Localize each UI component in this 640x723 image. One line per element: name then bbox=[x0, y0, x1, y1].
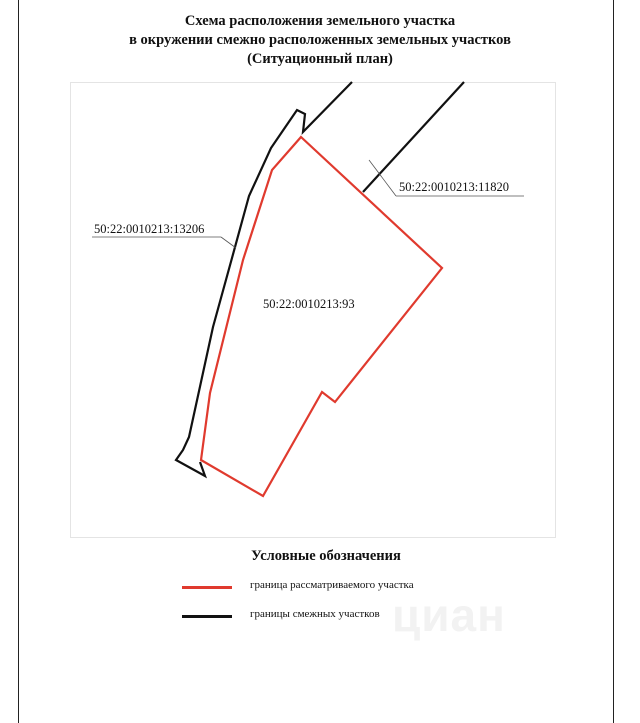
leader-line-13206 bbox=[221, 237, 236, 248]
neighbor-northeast-cadastral-label: 50:22:0010213:11820 bbox=[399, 180, 509, 194]
neighbor-northeast-boundary bbox=[363, 82, 464, 192]
subject-parcel-cadastral-label: 50:22:0010213:93 bbox=[263, 297, 355, 311]
legend-black-line-swatch bbox=[182, 615, 232, 618]
title-line-2: в окружении смежно расположенных земельных участков bbox=[129, 32, 511, 48]
leader-line-11820 bbox=[369, 160, 396, 196]
title-line-1: Схема расположения земельного участка bbox=[184, 13, 456, 29]
legend-title: Условные обозначения bbox=[251, 548, 401, 564]
title-line-3: (Ситуационный план) bbox=[247, 51, 393, 67]
watermark: циан bbox=[392, 589, 506, 641]
legend-red-line-swatch bbox=[182, 586, 232, 589]
legend-item-label: граница рассматриваемого участка bbox=[250, 579, 414, 591]
legend-item-label: границы смежных участков bbox=[250, 608, 380, 620]
neighbor-west-boundary bbox=[176, 82, 352, 476]
neighbor-west-cadastral-label: 50:22:0010213:13206 bbox=[94, 222, 205, 236]
